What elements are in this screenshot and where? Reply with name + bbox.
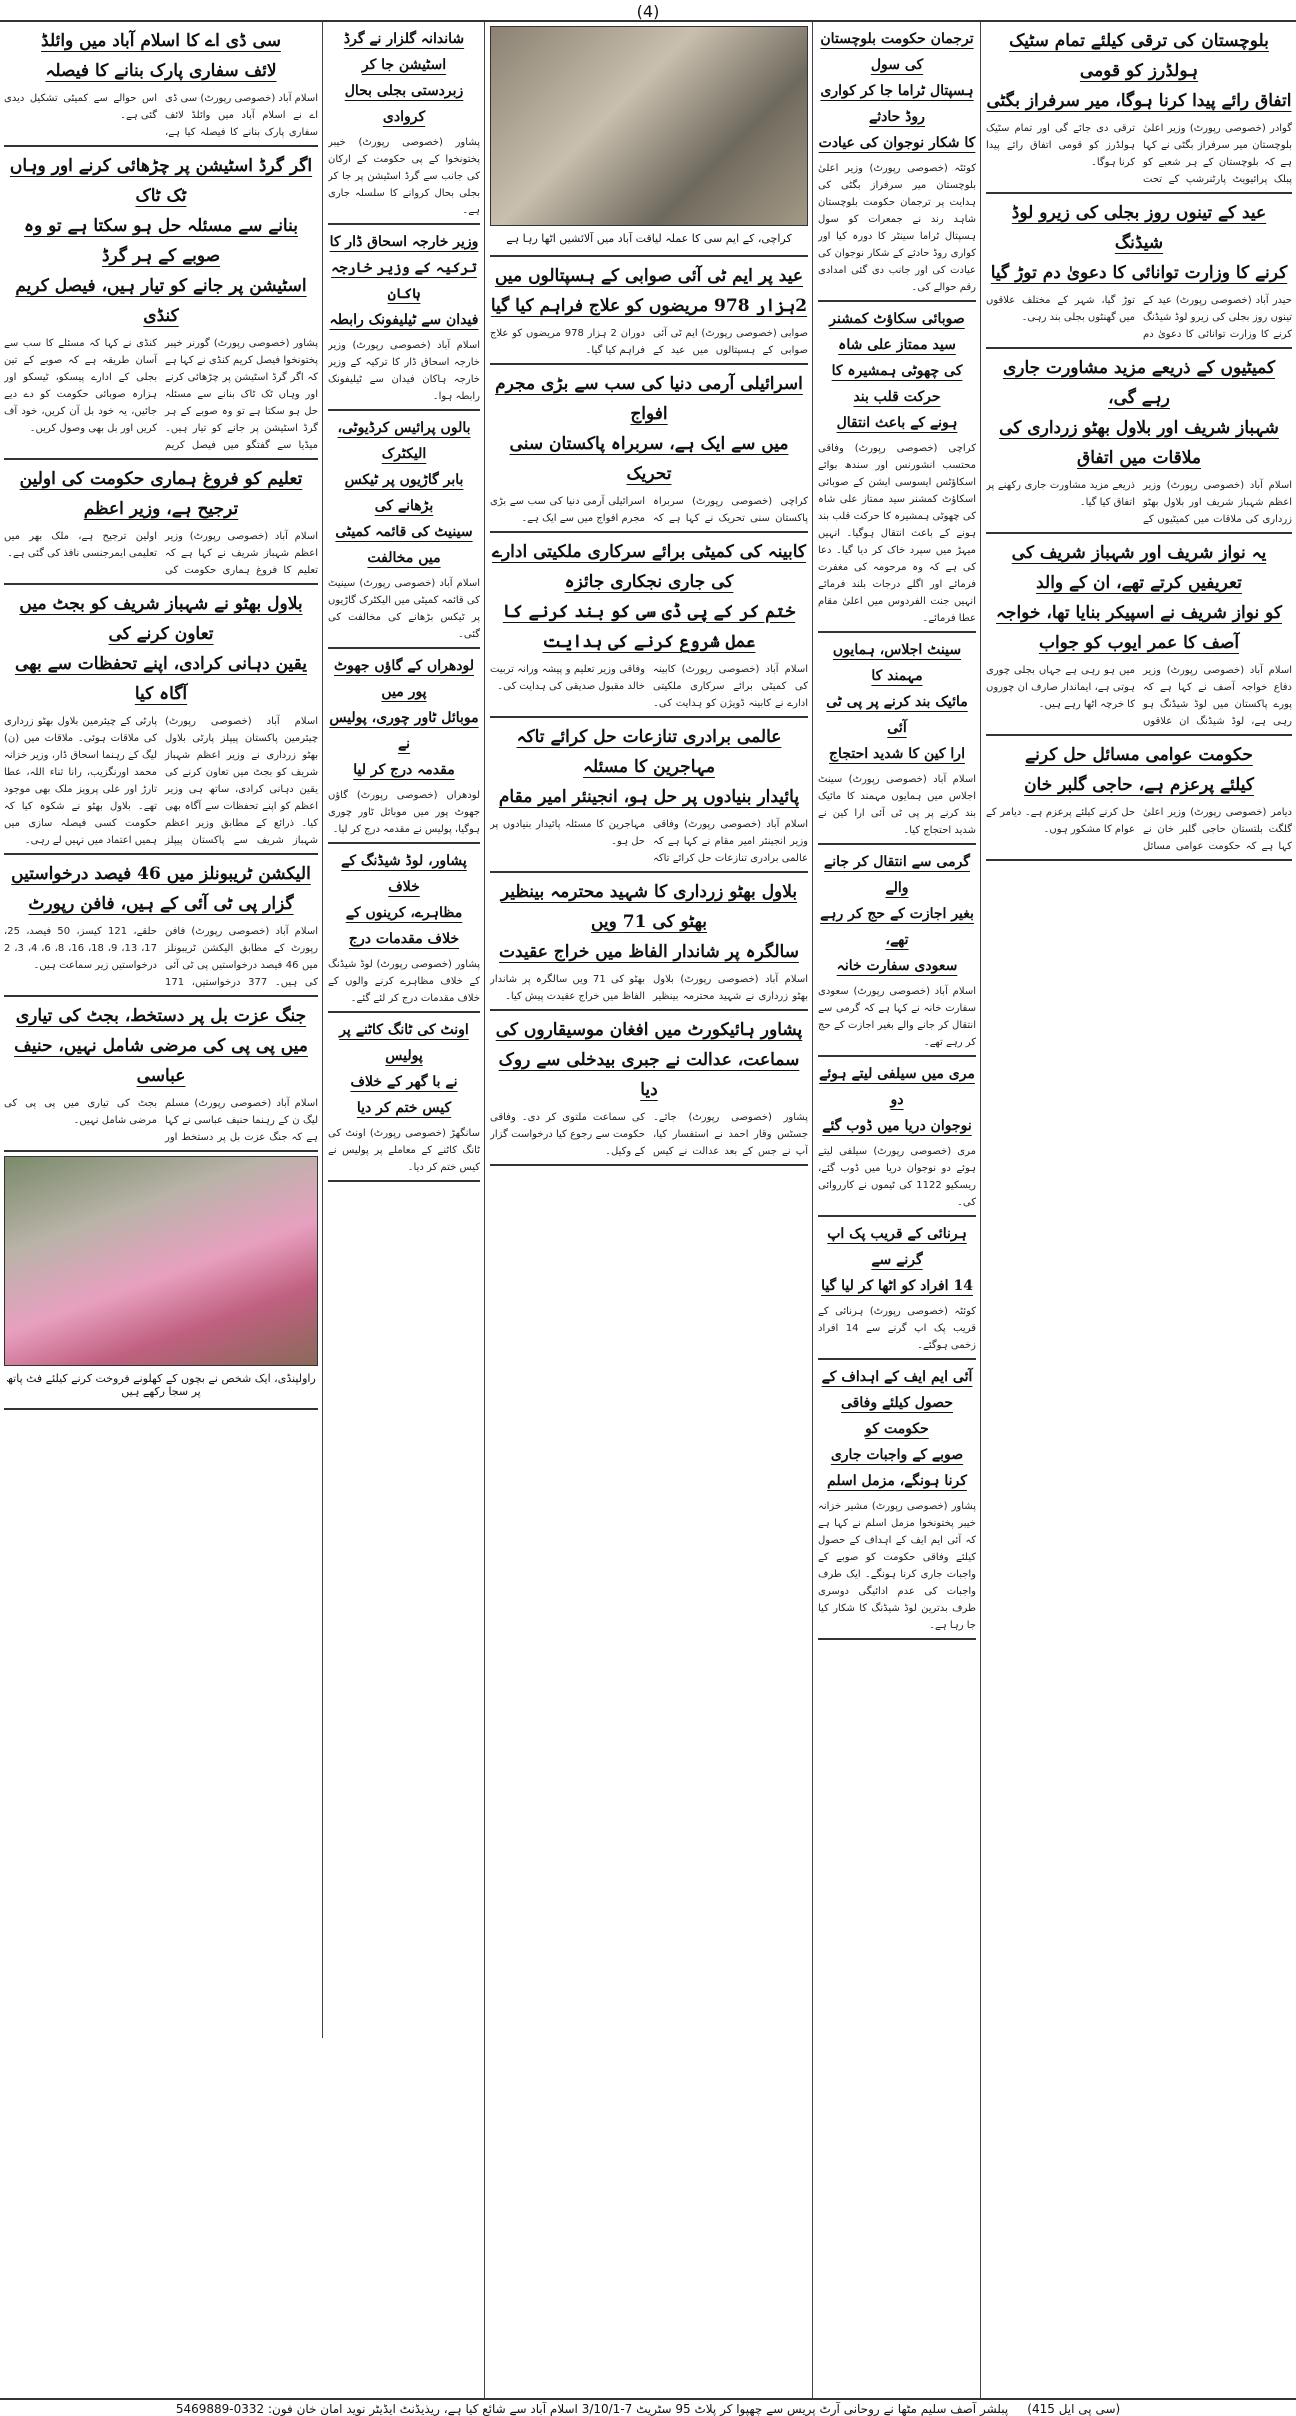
article xyxy=(328,848,480,1013)
headline: یہ نواز شریف اور شہباز شریف کی تعریفیں کرتے تھے، ان کے والد xyxy=(1011,543,1267,593)
article xyxy=(490,1015,808,1166)
headline: لودھراں کے گاؤں جھوٹ پور میں xyxy=(334,658,474,700)
column-divider xyxy=(812,22,813,2398)
article-body: اسلام آباد (خصوصی رپورٹ) سعودی سفارت خانہ نے کہا ہے کہ گرمی سے انتقال کر جانے والے بغیر اجازت کے حج کر رہے تھے۔ xyxy=(818,986,976,1048)
article-body: پشاور (خصوصی رپورٹ) مشیر خزانہ خیبر پختونخوا مزمل اسلم نے کہا ہے کہ آئی ایم ایف کے اہداف کے حصول کیلئے وفاقی حکومت کو صوبے کے واجبات جاری کرنا ہونگے۔ ایک طرف واجبات کی عدم ادائیگی دوسری طرف بدترین لوڈ شیڈنگ کا شکار کیا جا رہا ہے۔ xyxy=(818,1501,976,1631)
article xyxy=(818,1061,976,1217)
headline: خلاف مقدمات درج xyxy=(348,931,460,947)
article xyxy=(4,1156,318,1410)
headline: ارا کین کا شدید احتجاج xyxy=(829,746,965,762)
article-body: اسلام آباد (خصوصی رپورٹ) کابینہ کی کمیٹی برائے سرکاری ملکیتی ادارے نے کابینہ ڈویژن کو ہدایت کی۔ وفاقی وزیر تعلیم و پیشہ ورانہ تربیت خالد مقبول صدیقی کی ہدایت کی۔ xyxy=(490,664,808,709)
headline: شہباز شریف اور بلاول بھٹو زرداری کی ملاقات میں اتفاق xyxy=(999,418,1279,468)
headline: اونٹ کی ٹانگ کاٹنے پر پولیس xyxy=(339,1022,469,1064)
article xyxy=(818,1221,976,1360)
headline: زبردستی بجلی بحال کروادی xyxy=(344,83,464,125)
headline: کمیٹیوں کے ذریعے مزید مشاورت جاری رہے گی، xyxy=(1002,358,1276,408)
article-body: لودھراں (خصوصی رپورٹ) گاؤں جھوٹ پور میں موبائل ٹاور چوری ہوگیا، پولیس نے مقدمہ درج کر لیا۔ xyxy=(328,790,480,835)
footer-publisher: پبلشر آصف سلیم مٹھا نے روحانی آرٹ پریس سے چھپوا کر پلاٹ 95 سٹریٹ 7-3/10/1 اسلام آباد سے شائع کیا ہے، ریذیڈنٹ ایڈیٹر نوید امان خان فون: 0332-5469889 xyxy=(175,2402,1009,2416)
headline: اسٹیشن پر جانے کو تیار ہیں، فیصل کریم کنڈی xyxy=(15,276,307,326)
headline: الیکشن ٹریبونلز میں 46 فیصد درخواستیں xyxy=(11,864,311,884)
headline: گزار پی ٹی آئی کے ہیں، فافن رپورٹ xyxy=(28,894,294,914)
headline: پائیدار بنیادوں پر حل ہو، انجینئر امیر مقام xyxy=(498,787,800,807)
headline: بغیر اجازت کے حج کر رہے تھے، xyxy=(820,906,974,948)
article xyxy=(818,849,976,1057)
article-body: اسلام آباد (خصوصی رپورٹ) سی ڈی اے نے اسلام آباد میں وائلڈ لائف سفاری پارک بنانے کا فیصلہ کیا ہے، اس حوالے سے کمیٹی تشکیل دیدی گئی ہے۔ xyxy=(4,93,318,138)
article-body: کراچی (خصوصی رپورٹ) سربراہ پاکستان سنی تحریک نے کہا ہے کہ اسرائیلی آرمی دنیا کی سب سے بڑی مجرم افواج میں سے ایک ہے۔ xyxy=(490,496,808,524)
article-body: کوئٹہ (خصوصی رپورٹ) وزیر اعلیٰ بلوچستان میر سرفراز بگٹی کی ہدایت پر ترجمان حکومت بلوچستان شاہد رند نے جمعرات کو سول ہسپتال ٹراما سینٹر کا دورہ کیا اور کواری روڈ حادثے کے شکار نوجوان کی عیادت کی اور جانب دی گئی امدادی رقم حوالے کی۔ xyxy=(818,163,976,293)
article xyxy=(490,261,808,365)
article-body: اسلام آباد (خصوصی رپورٹ) وفاقی وزیر انجینئر امیر مقام نے کہا ہے کہ عالمی برادری تنازعات حل کرائے تاکہ مہاجرین کا مسئلہ پائیدار بنیادوں پر حل ہو۔ xyxy=(490,819,808,864)
article xyxy=(986,198,1292,349)
article-body: پشاور (خصوصی رپورٹ) خیبر پختونخوا کے پی حکومت کے ارکان کی جانب سے گرڈ اسٹیشن پر جا کر بجلی بحال کروانے کا سلسلہ جاری ہے۔ xyxy=(328,137,480,216)
column-3 xyxy=(486,24,812,2394)
article-body: اسلام آباد (خصوصی رپورٹ) وزیر اعظم شہباز شریف اور بلاول بھٹو زرداری کی ملاقات میں کمیٹیوں کے ذریعے مزید مشاورت جاری رکھنے پر اتفاق کیا گیا۔ xyxy=(986,480,1292,525)
headline: ہسپتال ٹراما جا کر کواری روڈ حادثے xyxy=(820,83,974,125)
column-5 xyxy=(0,24,322,2394)
article xyxy=(986,538,1292,736)
article-body: مری (خصوصی رپورٹ) سیلفی لیتے ہوئے دو نوجوان دریا میں ڈوب گئے، ریسکیو 1122 کی ٹیموں نے کارروائی کی۔ xyxy=(818,1146,976,1208)
headline: کیس ختم کر دیا xyxy=(356,1100,452,1116)
headline: بنانے سے مسئلہ حل ہو سکتا ہے تو وہ صوبے کے ہر گرڈ xyxy=(24,216,298,266)
column-divider xyxy=(322,22,323,2038)
headline: صوبے کے واجبات جاری xyxy=(830,1447,964,1463)
headline: تعلیم کو فروغ ہماری حکومت کی اولین ترجیح ہے، وزیر اعظم xyxy=(19,469,303,519)
page-number: (4) xyxy=(636,2,660,21)
photo-caption: راولپنڈی، ایک شخص نے بچوں کے کھلونے فروخت کرنے کیلئے فٹ پاتھ پر سجا رکھے ہیں xyxy=(6,1372,316,1398)
article xyxy=(986,26,1292,194)
article xyxy=(4,464,318,585)
column-divider xyxy=(980,22,981,2398)
headline: 2ہزار 978 مریضوں کو علاج فراہم کیا گیا xyxy=(490,296,808,316)
article xyxy=(490,369,808,533)
headline: میں پی پی کی مرضی شامل نہیں، حنیف عباسی xyxy=(14,1036,308,1086)
headline: ترجمان حکومت بلوچستان کی سول xyxy=(820,31,974,73)
headline: کیلئے پرعزم ہے، حاجی گلبر خان xyxy=(1024,775,1254,795)
headline: عالمی برادری تنازعات حل کرائے تاکہ مہاجرین کا مسئلہ xyxy=(516,727,782,777)
article xyxy=(986,353,1292,534)
headline: آئی ایم ایف کے اہداف کے xyxy=(821,1369,973,1385)
headline: مقدمہ درج کر لیا xyxy=(353,762,455,778)
article-body: اسلام آباد (خصوصی رپورٹ) چیئرمین پاکستان پیپلز پارٹی بلاول بھٹو زرداری نے وزیر اعظم شہباز شریف کو بجٹ میں تعاون کرنے کی یقین دہانی کرادی، ساتھ ہی وزیر اعظم کو اپنے تحفظات سے آگاہ بھی کیا۔ ذرائع کے مطابق وزیر اعظم شہباز شریف سے پاکستان پیپلز پارٹی کے چیئرمین بلاول بھٹو زرداری کی ملاقات ہوئی۔ ملاقات میں (ن) لیگ کے رہنما اسحاق ڈار، وزیر خزانہ محمد اورنگزیب، رانا ثناء اللہ، عطا تارڑ اور علی پرویز ملک بھی موجود تھے۔ بلاول بھٹو نے شکوہ کیا کہ حکومت کسی فیصلہ سازی میں ہمیں اعتماد میں نہیں لے رہی۔ xyxy=(4,716,318,846)
headline: 14 افراد کو اٹھا کر لیا گیا xyxy=(821,1278,973,1294)
article xyxy=(328,653,480,844)
article-body: اسلام آباد (خصوصی رپورٹ) بلاول بھٹو زرداری نے شہید محترمہ بینظیر بھٹو کی 71 ویں سالگرہ پر شاندار الفاظ میں خراج عقیدت پیش کیا۔ xyxy=(490,974,808,1002)
article xyxy=(490,26,808,257)
headline: گرمی سے انتقال کر جانے والے xyxy=(824,854,970,896)
article xyxy=(328,229,480,411)
article-body: اسلام آباد (خصوصی رپورٹ) سینیٹ کی قائمہ کمیٹی میں الیکٹرک گاڑیوں پر ٹیکس بڑھانے کی مخالفت کی گئی۔ xyxy=(328,578,480,640)
headline: نے با گھر کے خلاف xyxy=(350,1074,458,1090)
article-body: اسلام آباد (خصوصی رپورٹ) وزیر دفاع خواجہ آصف نے کہا ہے کہ پورے پاکستان میں لوڈ شیڈنگ ہو رہی ہے، لوڈ شیڈنگ ان علاقوں میں ہو رہی ہے جہاں بجلی چوری ہوتی ہے، ایماندار صارف ان چوروں کا خرچہ اٹھا رہے ہیں۔ xyxy=(986,665,1292,727)
headline: اگر گرڈ اسٹیشن پر چڑھائی کرنے اور وہاں ٹک ٹاک xyxy=(9,156,313,206)
headline: یقین دہانی کرادی، اپنے تحفظات سے بھی آگاہ کیا xyxy=(14,654,307,704)
headline: کی چھوٹی ہمشیرہ کا حرکت قلب بند xyxy=(831,363,963,405)
headline: شاندانہ گلزار نے گرڈ اسٹیشن جا کر xyxy=(343,31,465,73)
headline: بالوں پرائیس کرڈیوٹی، الیکٹرک xyxy=(337,420,471,462)
headline: اسرائیلی آرمی دنیا کی سب سے بڑی مجرم افواج xyxy=(495,374,803,424)
article-body: دیامر (خصوصی رپورٹ) وزیر اعلیٰ گلگت بلتستان حاجی گلبر خان نے کہا ہے کہ حکومت عوامی مسائل حل کرنے کیلئے پرعزم ہے۔ دیامر کے عوام کا مشکور ہوں۔ xyxy=(986,807,1292,852)
headline: کابینہ کی کمیٹی برائے سرکاری ملکیتی ادارے کی جاری نجکاری جائزہ xyxy=(491,542,807,592)
headline: پشاور ہائیکورٹ میں افغان موسیقاروں کی xyxy=(495,1020,803,1040)
headline: صوبائی سکاؤٹ کمشنر سید ممتاز علی شاہ xyxy=(829,311,965,353)
photo-caption: کراچی، کے ایم سی کا عملہ لیاقت آباد میں آلائشیں اٹھا رہا ہے xyxy=(506,232,792,245)
headline: عید کے تینوں روز بجلی کی زیرو لوڈ شیڈنگ xyxy=(1011,203,1267,253)
article-body: حیدر آباد (خصوصی رپورٹ) عید کے تینوں روز بجلی کی زیرو لوڈ شیڈنگ کرنے کا وزارت توانائی کا دعویٰ دم توڑ گیا، شہر کے مختلف علاقوں میں گھنٹوں بجلی بند رہی۔ xyxy=(986,295,1292,340)
column-2 xyxy=(814,24,980,2394)
news-photo xyxy=(4,1156,318,1366)
headline: مائیک بند کرنے پر پی ٹی آئی xyxy=(826,694,968,736)
article xyxy=(986,740,1292,861)
article-body: سانگھڑ (خصوصی رپورٹ) اونٹ کی ٹانگ کاٹنے کے معاملے پر پولیس نے کیس ختم کر دیا۔ xyxy=(328,1128,480,1173)
headline: حصول کیلئے وفاقی حکومت کو xyxy=(841,1395,953,1437)
headline: کو نواز شریف نے اسپیکر بنایا تھا، خواجہ آصف کا عمر ایوب کو جواب xyxy=(995,603,1283,653)
headline: وزیر خارجہ اسحاق ڈار کا xyxy=(329,234,479,250)
headline: پشاور، لوڈ شیڈنگ کے خلاف xyxy=(341,853,467,895)
headline: سینیٹ کی قائمہ کمیٹی میں مخالفت xyxy=(335,524,473,566)
headline: جنگ عزت بل پر دستخط، بجٹ کی تیاری xyxy=(15,1006,307,1026)
headline: ترکیہ کے وزیر خارجہ ہاکان xyxy=(331,260,477,302)
article-body: اسلام آباد (خصوصی رپورٹ) وزیر خارجہ اسحاق ڈار کا ترکیہ کے وزیر خارجہ ہاکان فیدان سے ٹیلیفونک رابطہ ہوا۔ xyxy=(328,340,480,402)
article xyxy=(4,859,318,997)
article-body: کوئٹہ (خصوصی رپورٹ) ہرنائی کے قریب پک اپ گرنے سے 14 افراد زخمی ہوگئے۔ xyxy=(818,1306,976,1351)
headline: سماعت، عدالت نے جبری بیدخلی سے روک دیا xyxy=(498,1050,800,1100)
article-body: اسلام آباد (خصوصی رپورٹ) فافن رپورٹ کے مطابق الیکشن ٹریبونلز میں 46 فیصد درخواستیں پی ٹی آئی کی ہیں۔ 377 درخواستیں، 171 حلقے، 121 کیسز، 50 فیصد، 25، 17، 13، 9، 18، 16، 8، 6، 4، 3، 2 درخواستیں زیر سماعت ہیں۔ xyxy=(4,926,318,988)
article xyxy=(818,637,976,845)
news-photo xyxy=(490,26,808,226)
headline: مری میں سیلفی لیتے ہوئے دو xyxy=(819,1066,975,1108)
article xyxy=(4,1001,318,1152)
headline: کرنا ہونگے، مزمل اسلم xyxy=(827,1473,967,1489)
article-body: اسلام آباد (خصوصی رپورٹ) وزیر اعظم شہباز شریف نے کہا ہے کہ تعلیم کا فروغ ہماری حکومت کی اولین ترجیح ہے، ملک بھر میں تعلیمی ایمرجنسی نافذ کی گئی ہے۔ xyxy=(4,531,318,576)
article-body: اسلام آباد (خصوصی رپورٹ) مسلم لیگ ن کے رہنما حنیف عباسی نے کہا ہے کہ جنگ عزت بل پر دستخط اور بجٹ کی تیاری میں پی پی کی مرضی شامل نہیں۔ xyxy=(4,1098,318,1143)
article-body: گوادر (خصوصی رپورٹ) وزیر اعلیٰ بلوچستان میر سرفراز بگٹی نے کہا ہے کہ بلوچستان کے ہر شعبے کو پبلک پرائیویٹ پارٹنرشپ کے تحت ترقی دی جائے گی اور تمام سٹیک ہولڈرز کو قومی اتفاق رائے پیدا کرنا ہوگا۔ xyxy=(986,123,1292,185)
headline: نوجوان دریا میں ڈوب گئے xyxy=(822,1118,972,1134)
article-body: کراچی (خصوصی رپورٹ) وفاقی محتسب انشورنس اور سندھ بوائے اسکاؤٹس ایسوسی ایشن کے صوبائی اسکاؤٹ کمشنر سید ممتاز علی شاہ کی چھوٹی ہمشیرہ کا حرکت قلب بند ہونے کے باعث انتقال ہوگیا۔ انہیں میہڑ میں سپرد خاک کر دیا گیا۔ دعا کی ہے کہ وہ مرحومہ کی مغفرت فرمائے اور اگلے درجات بلند فرمائے انہیں جنت الفردوس میں اعلیٰ مقام عطا فرمائے۔ xyxy=(818,443,976,624)
headline: بابر گاڑیوں پر ٹیکس بڑھانے کی xyxy=(344,472,464,514)
article-body: پشاور (خصوصی رپورٹ) جائے۔ جسٹس وقار احمد نے استفسار کیا، آپ نے جس کے بعد عدالت نے کیس کی سماعت ملتوی کر دی۔ وفاقی حکومت سے رجوع کیا درخواست گزار کے وکیل۔ xyxy=(490,1112,808,1157)
article xyxy=(818,1364,976,1640)
column-1 xyxy=(982,24,1296,2394)
article-body: پشاور (خصوصی رپورٹ) گورنر خیبر پختونخوا فیصل کریم کنڈی نے کہا ہے کہ اگر گرڈ اسٹیشن پر چڑھائی کرنے اور وہاں ٹک ٹاک بنانے سے مسئلہ حل ہو سکتا ہے تو وہ صوبے کے ہر گرڈ اسٹیشن پر جانے کو تیار ہیں۔ میڈیا سے گفتگو میں فیصل کریم کنڈی نے کہا کہ مسئلے کا سب سے آسان طریقہ ہے کہ صوبے کے تین بجلی کے ادارے پیسکو، ٹیسکو اور ہزارہ صوبائی حکومت کو دے دیے جائیں، یہ خود بل آن کریں، خود آف کریں اور بل بھی وصول کریں۔ xyxy=(4,338,318,451)
headline: حکومت عوامی مسائل حل کرنے xyxy=(1025,745,1253,765)
article-body: پشاور (خصوصی رپورٹ) لوڈ شیڈنگ کے خلاف مظاہرے کرنے والوں کے خلاف مقدمات درج کر لئے گئے۔ xyxy=(328,959,480,1004)
article xyxy=(328,1017,480,1182)
headline: عید پر ایم ٹی آئی صوابی کے ہسپتالوں میں xyxy=(494,266,804,286)
article xyxy=(818,306,976,633)
column-divider xyxy=(484,22,485,2398)
article xyxy=(490,877,808,1011)
article xyxy=(4,26,318,147)
headline: کرنے کا وزارت توانائی کا دعویٰ دم توڑ گیا xyxy=(990,263,1288,283)
article xyxy=(4,151,318,460)
headline: سی ڈی اے کا اسلام آباد میں وائلڈ xyxy=(41,31,281,51)
headline: سینٹ اجلاس، ہمایوں مہمند کا xyxy=(832,642,962,684)
headline: فیدان سے ٹیلیفونک رابطہ xyxy=(329,312,479,328)
headline: لائف سفاری پارک بنانے کا فیصلہ xyxy=(45,61,277,81)
article xyxy=(328,415,480,649)
article xyxy=(818,26,976,302)
headline: بلوچستان کی ترقی کیلئے تمام سٹیک ہولڈرز کو قومی xyxy=(1009,31,1269,81)
article xyxy=(4,589,318,855)
headline: ہرنائی کے قریب پک اپ گرنے سے xyxy=(827,1226,967,1268)
top-rule xyxy=(0,20,1296,22)
article xyxy=(490,722,808,873)
footer-code: (سی پی ایل 415) xyxy=(1027,2402,1121,2416)
headline: بلاول بھٹو نے شہباز شریف کو بجٹ میں تعاون کرنے کی xyxy=(19,594,303,644)
headline: اتفاق رائے پیدا کرنا ہوگا، میر سرفراز بگٹی xyxy=(986,91,1292,111)
column-4 xyxy=(324,24,484,2064)
headline: بلاول بھٹو زرداری کا شہید محترمہ بینظیر بھٹو کی 71 ویں xyxy=(500,882,798,932)
headline: مظاہرے، کرینوں کے xyxy=(345,905,463,921)
headline: موبائل ٹاور چوری، پولیس نے xyxy=(329,710,479,752)
footer xyxy=(0,2398,1296,2416)
headline: ہونے کے باعث انتقال xyxy=(836,415,958,431)
headline: سعودی سفارت خانہ xyxy=(836,958,958,974)
headline: ختم کر کے پی ڈی سی کو بند کرنے کا عمل شروع کرنے کی ہدایت xyxy=(502,602,796,652)
article-body: صوابی (خصوصی رپورٹ) ایم ٹی آئی صوابی کے ہسپتالوں میں عید کے دوران 2 ہزار 978 مریضوں کو علاج فراہم کیا گیا۔ xyxy=(490,328,808,356)
headline: کا شکار نوجوان کی عیادت xyxy=(818,135,976,151)
article-body: اسلام آباد (خصوصی رپورٹ) سینٹ اجلاس میں ہمایوں مہمند کا مائیک بند کرنے پر پی ٹی آئی ارا کین نے شدید احتجاج کیا۔ xyxy=(818,774,976,836)
headline: سالگرہ پر شاندار الفاظ میں خراج عقیدت xyxy=(499,942,799,962)
article xyxy=(328,26,480,225)
article xyxy=(490,537,808,718)
headline: میں سے ایک ہے، سربراہ پاکستان سنی تحریک xyxy=(509,434,789,484)
